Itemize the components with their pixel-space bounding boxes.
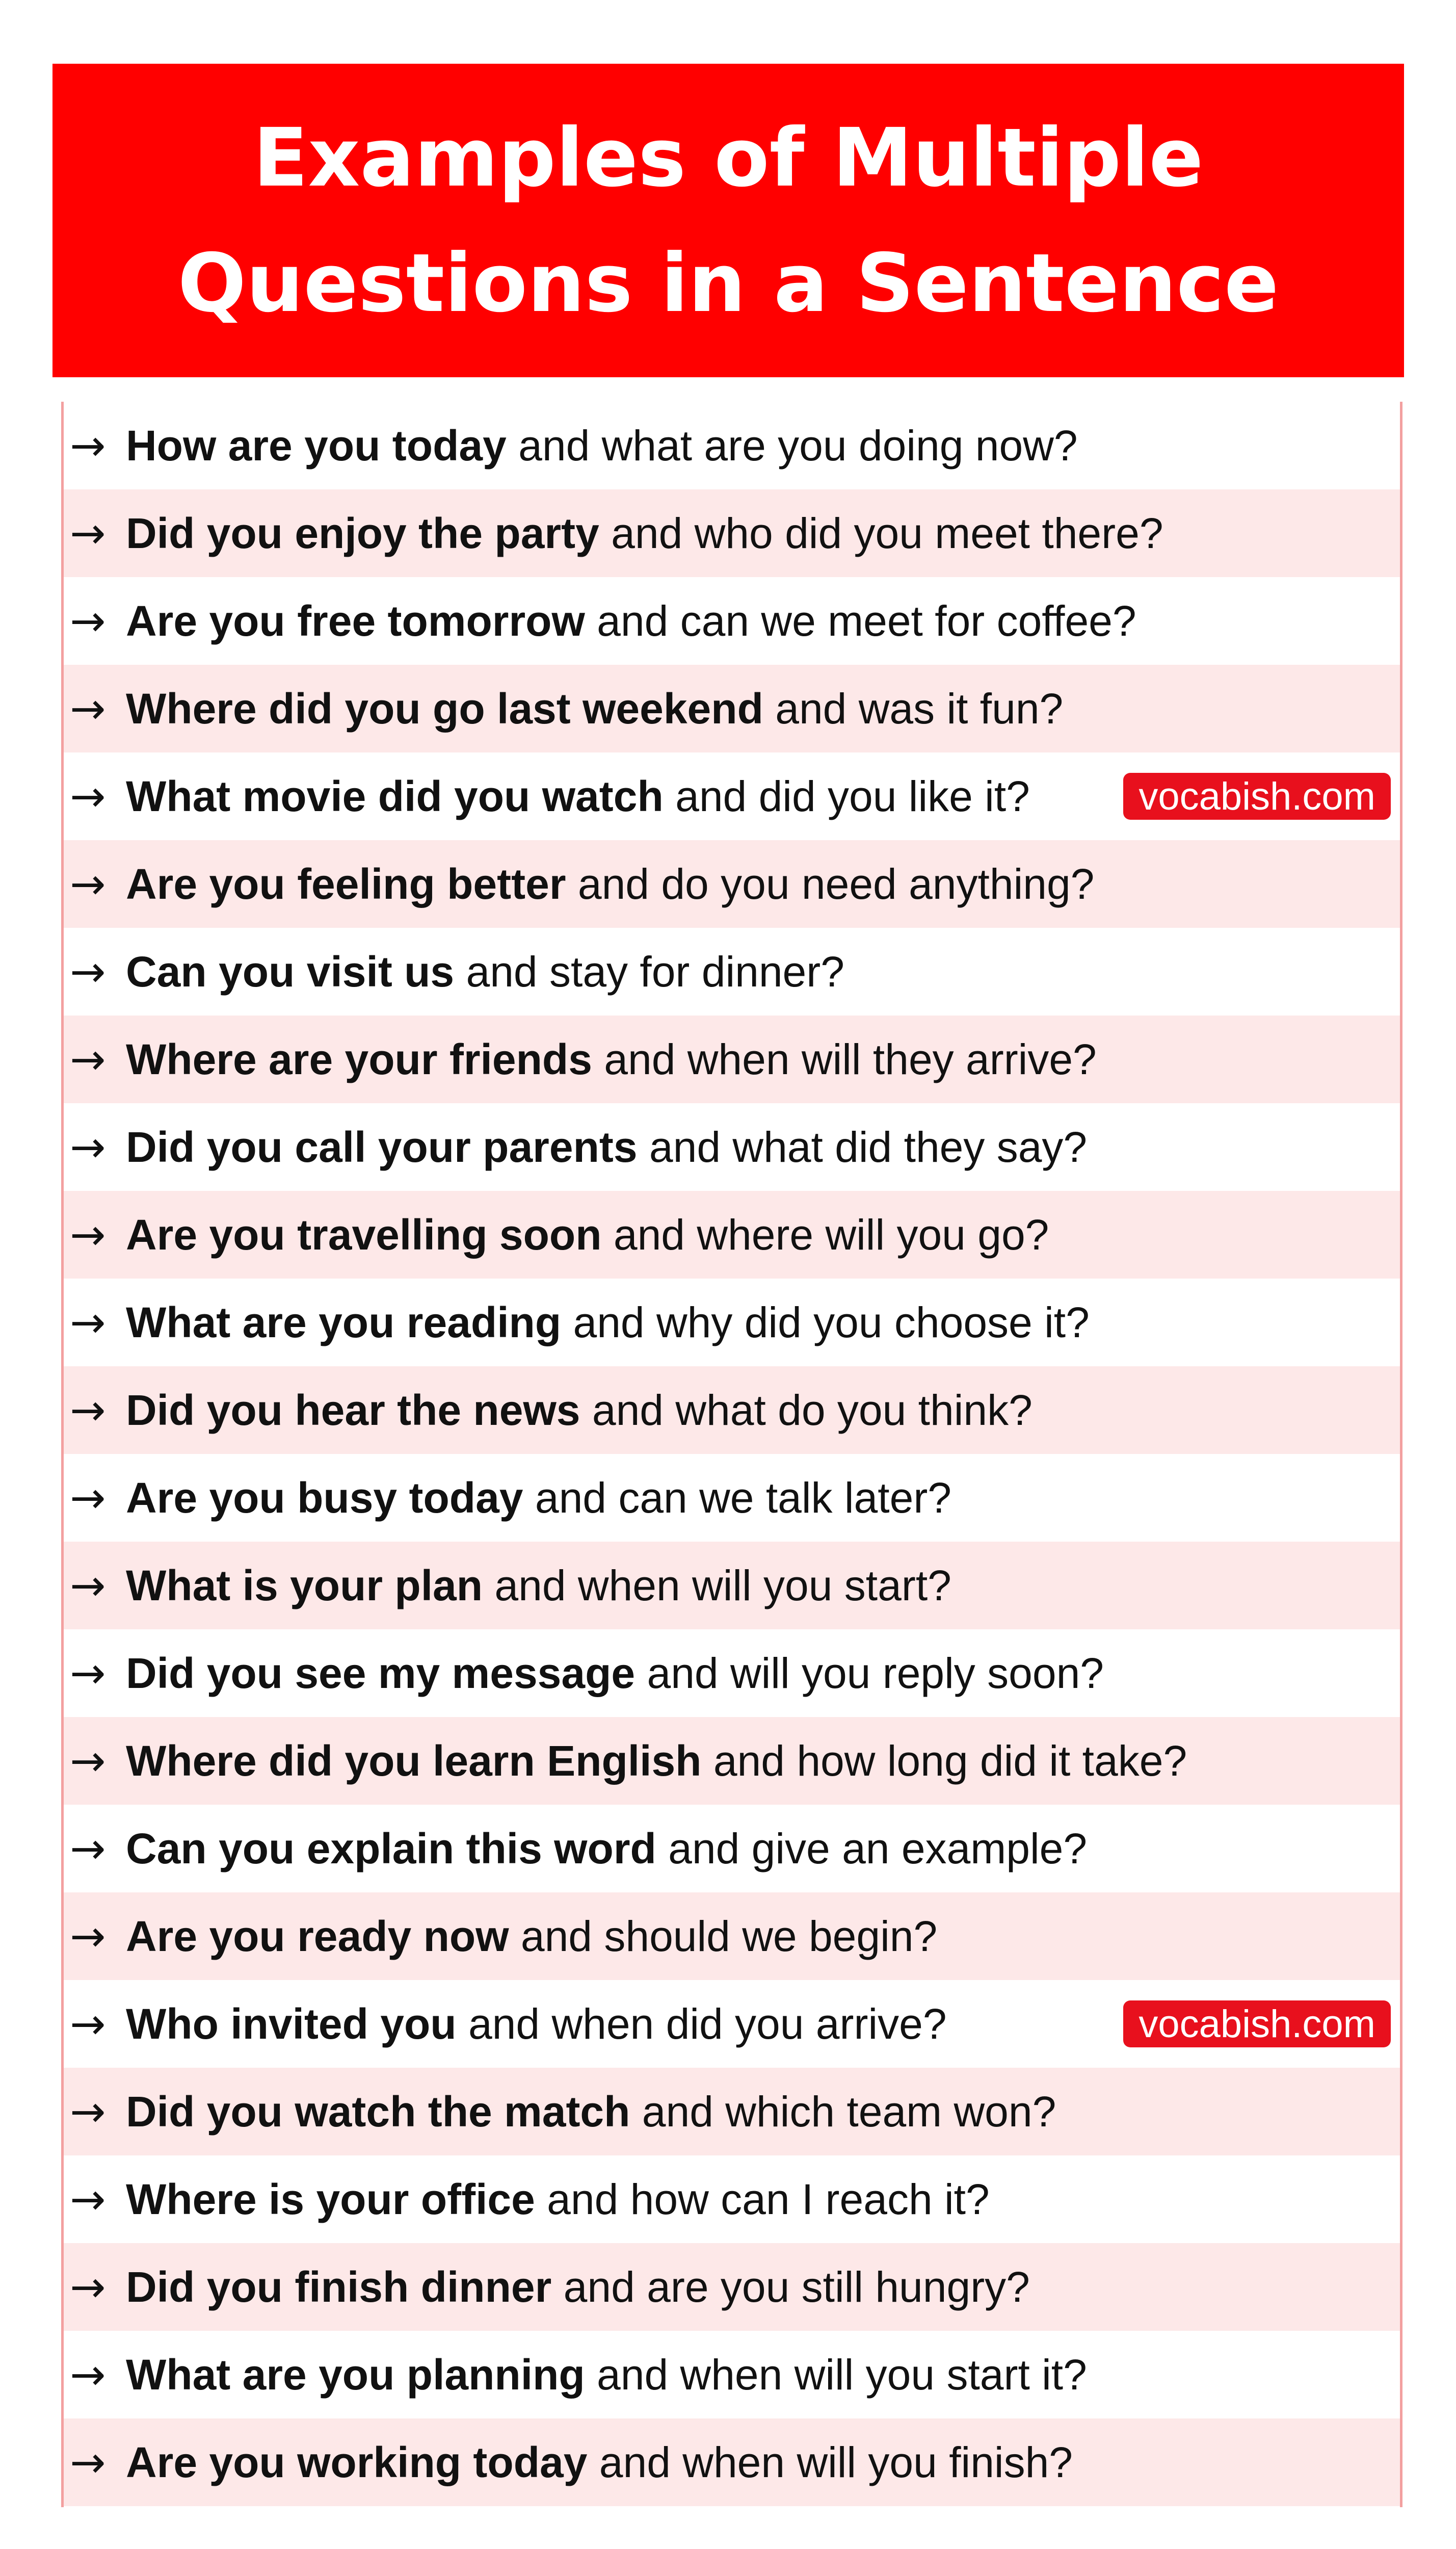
arrow-right-icon: → [70,684,106,734]
arrow-right-icon: → [70,596,106,646]
second-question: and when did you arrive? [456,2000,947,2048]
list-item [64,2243,1400,2331]
page-title: Examples of Multiple Questions in a Sentence [177,111,1279,330]
question-sentence [126,2351,1087,2399]
list-item [64,1805,1400,1892]
list-item [64,928,1400,1016]
list-item [64,752,1400,840]
arrow-right-icon: → [70,947,106,997]
list-item [64,1191,1400,1279]
first-question: Who invited you [126,2000,457,2048]
first-question: What are you planning [126,2351,585,2399]
watermark-badge: vocabish.com [1123,773,1391,820]
question-sentence [126,1035,1097,1083]
list-item [64,1892,1400,1980]
second-question: and when will they arrive? [592,1035,1097,1083]
list-item [64,1103,1400,1191]
first-question: Are you busy today [126,1474,523,1522]
list-item [64,1717,1400,1805]
second-question: and who did you meet there? [599,509,1163,557]
arrow-right-icon: → [70,1297,106,1347]
first-question: Did you see my message [126,1649,636,1697]
arrow-right-icon: → [70,2087,106,2137]
arrow-right-icon: → [70,771,106,821]
first-question: Where did you learn English [126,1737,702,1785]
list-item [64,2068,1400,2155]
arrow-right-icon: → [70,1122,106,1172]
arrow-right-icon: → [70,1210,106,1260]
list-item [64,1980,1400,2068]
question-sentence [126,2000,947,2048]
arrow-right-icon: → [70,1034,106,1084]
list-item [64,489,1400,577]
question-sentence [126,1123,1088,1171]
second-question: and how long did it take? [701,1737,1187,1785]
second-question: and was it fun? [763,685,1064,733]
title-banner [52,64,1404,377]
question-sentence [126,1564,951,1607]
list-item [64,1629,1400,1717]
list-item [64,1016,1400,1103]
first-question: Where are your friends [126,1035,592,1083]
list-item [64,2418,1400,2506]
list-item [64,2155,1400,2243]
question-sentence [126,597,1136,645]
question-sentence [126,860,1095,908]
question-sentence [126,1912,938,1960]
question-sentence [126,1649,1104,1697]
second-question: and which team won? [630,2088,1056,2136]
first-question: What movie did you watch [126,772,664,820]
question-sentence [126,422,1078,470]
first-question: How are you today [126,422,507,470]
first-question: What are you reading [126,1298,562,1346]
list-item [64,665,1400,752]
list-item [64,1454,1400,1542]
question-sentence [126,2438,1073,2486]
second-question: and when will you finish? [587,2438,1073,2486]
second-question: and why did you choose it? [561,1298,1090,1346]
first-question: Where did you go last weekend [126,685,763,733]
first-question: Can you visit us [126,948,455,996]
first-question: Are you travelling soon [126,1211,602,1259]
arrow-right-icon: → [70,1911,106,1961]
arrow-right-icon: → [70,1473,106,1523]
question-sentence [126,685,1064,733]
second-question: and will you reply soon? [635,1649,1104,1697]
second-question: and do you need anything? [566,860,1095,908]
question-sentence [126,1737,1187,1785]
question-sentence [126,1211,1049,1259]
list-item [64,2331,1400,2418]
list-item [64,402,1400,489]
question-sentence [126,2175,990,2223]
second-question: and when will you start? [483,1562,951,1609]
question-sentence [126,509,1163,557]
first-question: Did you finish dinner [126,2263,552,2311]
second-question: and did you like it? [663,772,1030,820]
first-question: Are you ready now [126,1912,509,1960]
question-sentence [126,1827,1087,1870]
watermark-badge: vocabish.com [1123,2000,1391,2047]
question-list [61,402,1402,2507]
arrow-right-icon: → [70,1999,106,2049]
arrow-right-icon: → [70,421,106,471]
second-question: and are you still hungry? [551,2263,1030,2311]
arrow-right-icon: → [70,508,106,558]
question-sentence [126,772,1030,820]
second-question: and give an example? [656,1825,1088,1872]
question-sentence [126,2088,1056,2136]
arrow-right-icon: → [70,2174,106,2224]
arrow-right-icon: → [70,1736,106,1786]
arrow-right-icon: → [70,859,106,909]
arrow-right-icon: → [70,2350,106,2400]
first-question: What is your plan [126,1562,483,1609]
first-question: Did you call your parents [126,1123,638,1171]
arrow-right-icon: → [70,2437,106,2487]
arrow-right-icon: → [70,1824,106,1874]
list-item [64,577,1400,665]
first-question: Can you explain this word [126,1825,656,1872]
first-question: Are you working today [126,2438,588,2486]
second-question: and can we meet for coffee? [585,597,1136,645]
second-question: and what did they say? [637,1123,1088,1171]
list-item [64,1279,1400,1366]
first-question: Did you watch the match [126,2088,630,2136]
first-question: Where is your office [126,2175,535,2223]
arrow-right-icon: → [70,2262,106,2312]
question-sentence [126,1474,952,1522]
list-item [64,1542,1400,1629]
arrow-right-icon: → [70,1560,106,1610]
second-question: and where will you go? [601,1211,1049,1259]
second-question: and what do you think? [580,1386,1033,1434]
second-question: and can we talk later? [523,1474,952,1522]
arrow-right-icon: → [70,1648,106,1698]
question-sentence [126,2263,1030,2311]
second-question: and how can I reach it? [535,2175,990,2223]
arrow-right-icon: → [70,1385,106,1435]
question-sentence [126,948,844,996]
second-question: and stay for dinner? [454,948,844,996]
first-question: Are you feeling better [126,860,566,908]
question-sentence [126,1298,1090,1346]
question-sentence [126,1386,1033,1434]
second-question: and should we begin? [509,1912,938,1960]
first-question: Are you free tomorrow [126,597,585,645]
second-question: and what are you doing now? [506,422,1078,470]
list-item [64,1366,1400,1454]
first-question: Did you enjoy the party [126,509,599,557]
second-question: and when will you start it? [585,2351,1087,2399]
list-item [64,840,1400,928]
first-question: Did you hear the news [126,1386,580,1434]
